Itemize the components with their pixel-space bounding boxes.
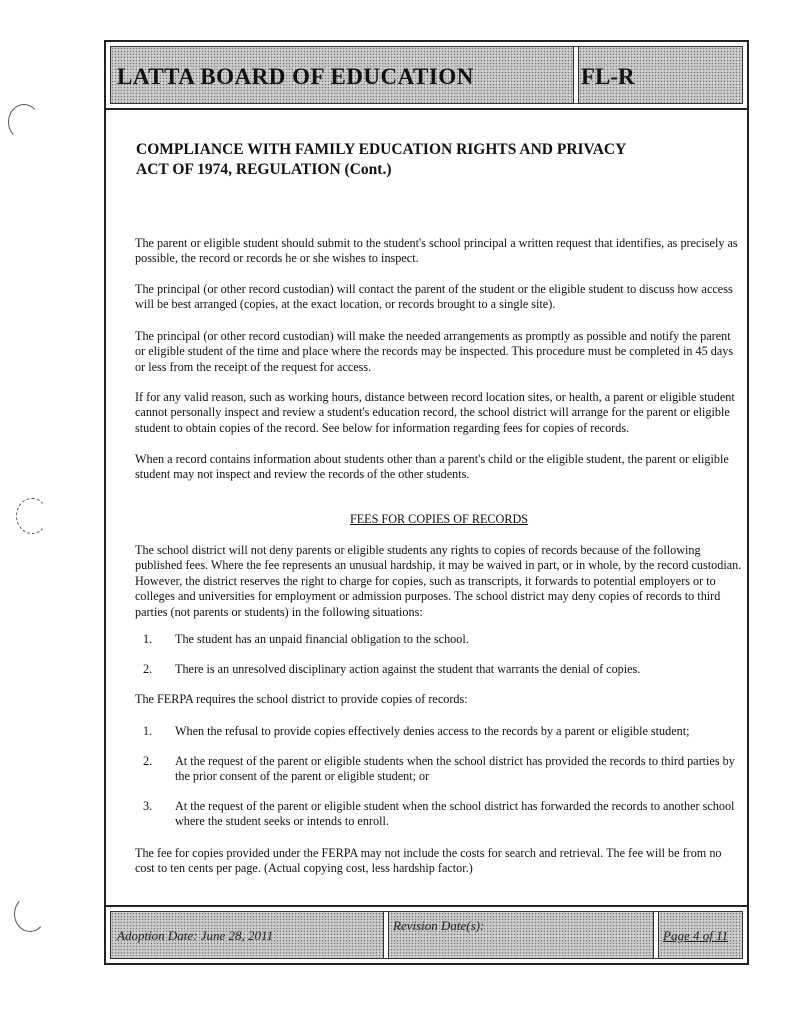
board-title: LATTA BOARD OF EDUCATION: [117, 64, 474, 89]
revision-date: Revision Date(s):: [393, 918, 485, 933]
list-item-number: 2.: [143, 754, 153, 768]
document-title-line-1: COMPLIANCE WITH FAMILY EDUCATION RIGHTS AND PRIVACY: [136, 141, 627, 158]
policy-code: FL-R: [581, 64, 635, 89]
list-item-number: 2.: [143, 662, 153, 676]
footer-rule: [106, 905, 747, 907]
binder-hole-top: [8, 104, 40, 140]
list-item-number: 1.: [143, 724, 153, 738]
list-item-text: The student has an unpaid financial obligation to the school.: [175, 632, 469, 646]
binder-hole-bottom: [14, 896, 46, 932]
document-title-line-2: ACT OF 1974, REGULATION (Cont.): [136, 161, 392, 178]
binder-hole-middle: [16, 498, 48, 534]
list-item-text: At the request of the parent or eligible student when the school district has forwarded the records to another school where the student seeks or intends to enroll.: [175, 799, 735, 829]
paragraph-ferpa-intro: The FERPA requires the school district to provide copies of records:: [135, 692, 468, 706]
list-item-number: 1.: [143, 632, 153, 646]
paragraph-closing: The fee for copies provided under the FERPA may not include the costs for search and retrieval. The fee will be from no cost to ten cents per page. (Actual copying cost, less hardship factor.): [135, 846, 722, 876]
paragraph-arrangements: The principal (or other record custodian) will make the needed arrangements as promptly as possible and notify the parent or eligible student of the time and place where the records may be inspected. This procedure must be completed in 45 days or less from the receipt of the request for access.: [135, 329, 734, 374]
list-item-text: When the refusal to provide copies effectively denies access to the records by a parent or eligible student;: [175, 724, 690, 738]
paragraph-fees-intro: The school district will not deny parents or eligible students any rights to copies of records because of the following published fees. Where the fee represents an unusual hardship, it may be waived in part, or in whole, by the record custodian. However, the district reserves the right to charge for copies, such as transcripts, it forwards to potential employers or to colleges and universities for employment or admission purposes. The school district may deny copies of records to third parties (not parents or students) in the following situations:: [135, 543, 742, 619]
document-title: [136, 140, 696, 180]
list-item-text: There is an unresolved disciplinary action against the student that warrants the denial of copies.: [175, 662, 641, 676]
footer-banner: [110, 911, 743, 959]
footer-divider: [653, 912, 659, 958]
paragraph-copies: If for any valid reason, such as working hours, distance between record location sites, or health, a parent or eligible student cannot personally inspect and review a student's education record, the school district will arrange for the parent or eligible student to obtain copies of the record. See below for information regarding fees for copies of records.: [135, 390, 735, 435]
document-frame: [104, 40, 749, 965]
page-number: Page 4 of 11: [663, 928, 729, 943]
paragraph-other-students: When a record contains information about students other than a parent's child or the eligible student, the parent or eligible student may not inspect and review the records of the other students.: [135, 452, 729, 482]
footer-divider: [383, 912, 389, 958]
adoption-date: Adoption Date: June 28, 2011: [117, 928, 274, 943]
header-banner: [110, 46, 743, 104]
fees-heading: FEES FOR COPIES OF RECORDS: [349, 512, 529, 526]
list-item-number: 3.: [143, 799, 153, 813]
list-item-text: At the request of the parent or eligible students when the school district has provided the records to third parties by the prior consent of the parent or eligible student; or: [175, 754, 735, 784]
paragraph-request: The parent or eligible student should submit to the student's school principal a written request that identifies, as precisely as possible, the record or records he or she wishes to inspect.: [135, 236, 738, 266]
paragraph-contact: The principal (or other record custodian) will contact the parent of the student or the eligible student to discuss how access will be best arranged (copies, at the exact location, or records brought to a single site).: [135, 282, 733, 312]
header-divider: [573, 47, 579, 103]
header-rule: [106, 108, 747, 110]
